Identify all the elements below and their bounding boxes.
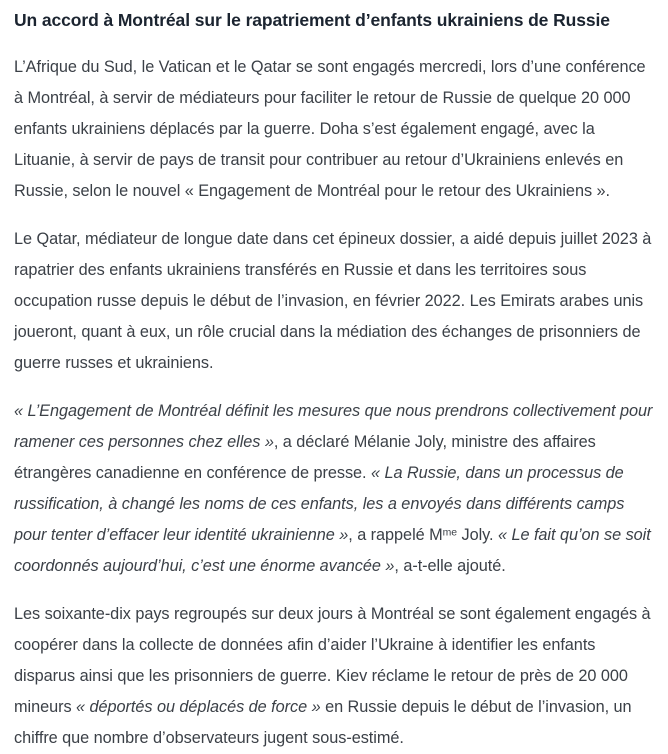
attribution-joly-2-after: Joly.: [457, 526, 498, 544]
attribution-joly-1: , a déclaré Mélanie Joly, ministre des affaires étrangères canadienne en conférence de presse.: [14, 433, 596, 482]
article-body: [14, 52, 655, 754]
attribution-joly-2-before: , a rappelé M: [348, 526, 443, 544]
article-paragraph-2: Le Qatar, médiateur de longue date dans cet épineux dossier, a aidé depuis juillet 2023 à rapatrier des enfants ukrainiens transférés en Russie et dans les territoires sous occupation russe depuis le début de l’invasion, en février 2022. Les Emirats arabes unis joueront, quant à eux, un rôle crucial dans la médiation des échanges de prisonniers de guerre russes et ukrainiens.: [14, 230, 652, 372]
article-title: Un accord à Montréal sur le rapatriement d’enfants ukrainiens de Russie: [14, 10, 610, 30]
abbreviation-madame-superscript: me: [442, 527, 458, 539]
quote-deportes-deplaces: « déportés ou déplacés de force »: [76, 698, 321, 716]
article-paragraph-4: [14, 599, 655, 754]
paragraph-4-text-after: en Russie depuis le début de l’invasion, un chiffre que nombre d’observateurs jugent sous-estimé.: [14, 698, 632, 747]
article-paragraph-1: L’Afrique du Sud, le Vatican et le Qatar se sont engagés mercredi, lors d’une conférence à Montréal, à servir de médiateurs pour faciliter le retour de Russie de quelque 20 000 enfants ukrainiens déplacés par la guerre. Doha s’est également engagé, avec la Lituanie, à servir de pays de transit pour contribuer au retour d’Ukrainiens enlevés en Russie, selon le nouvel « Engagement de Montréal pour le retour des Ukrainiens ».: [14, 58, 646, 200]
article-paragraph-3: [14, 396, 655, 582]
quote-coordination: « Le fait qu’on se soit coordonnés aujourd’hui, c’est une énorme avancée »: [14, 526, 651, 575]
paragraph-4-text-before: Les soixante-dix pays regroupés sur deux jours à Montréal se sont également engagés à coopérer dans la collecte de données afin d’aider l’Ukraine à identifier les enfants disparus ainsi que les prisonniers de guerre. Kiev réclame le retour de près de 20 000 mineurs: [14, 605, 651, 716]
attribution-joly-3: , a-t-elle ajouté.: [394, 557, 506, 575]
quote-engagement-montreal: « L’Engagement de Montréal définit les mesures que nous prendrons collectivement pour ramener ces personnes chez elles »: [14, 402, 653, 451]
quote-russification: « La Russie, dans un processus de russification, à changé les noms de ces enfants, les a envoyés dans différents camps pour tenter d’effacer leur identité ukrainienne »: [14, 464, 625, 544]
